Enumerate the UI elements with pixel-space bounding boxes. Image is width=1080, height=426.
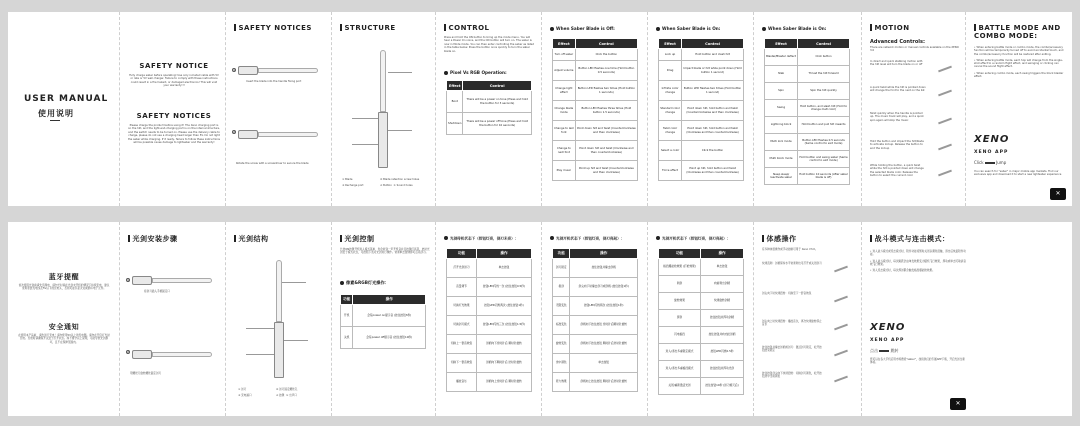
table-cell: 打开光剑剑刃 — [447, 259, 477, 278]
cn-control-intro: 长按ON按键开机进入模式菜单，你会听到一声开机音并且按键灯亮起，此时光剑处于模式状态，可按照下表对光剑进行操作。快速单击按键即可点亮剑刃。 — [340, 248, 430, 255]
on-state-panel-1 — [648, 12, 754, 206]
table-cell: 格挡爆能枪效果 (打枪效果) — [659, 259, 701, 276]
table-cell: 剑柄向下按住按钮 顺时针后逆时针旋转 — [570, 335, 638, 354]
cn-on-table-2-heading: 光剑开机状态下（按钮灯亮，剑刃亮起）： — [656, 236, 730, 242]
cn-pixel-rgb-heading: 像素&RGB灯光操作： — [340, 280, 389, 286]
table-cell: Hold button, and slash hilt (Hold to change melt color) — [798, 100, 850, 117]
cn-on-state-panel-2 — [648, 222, 754, 416]
table-cell: Spin — [765, 83, 798, 100]
xeno-brand-logo: XENO — [870, 322, 906, 333]
table-cell: 按钮LED闪烁一次 (按住按钮0.5秒) — [476, 278, 531, 297]
jump-label: Jump — [996, 160, 1007, 165]
on-table-2-heading: When Saber Blade is On: — [762, 26, 826, 31]
table-header: 操作 — [353, 295, 426, 305]
table-cell: Multi lock mode — [765, 134, 798, 151]
table-cell: 会有power on提示音 (按住按钮3秒) — [353, 305, 426, 327]
safety-heading-2: SAFETY NOTICES — [136, 112, 212, 120]
legend-button: Button — [383, 184, 392, 188]
table-cell: 剑刃锁定 — [553, 259, 570, 278]
table-header: Control — [798, 39, 850, 49]
table-cell: There will be a power off tone (Press and hold the button for 10 seconds) — [463, 113, 532, 135]
click-label: Click — [974, 160, 984, 165]
table-cell: 刺剑 — [659, 276, 701, 293]
cn-pixel-rgb-table — [340, 294, 426, 349]
safety-panel — [120, 12, 226, 206]
xeno-mark-icon: ✕ — [950, 398, 966, 410]
table-cell: Hold button 10 seconds (After saber blade is off) — [798, 168, 850, 185]
table-cell: 切换下一套音效包 — [447, 354, 477, 373]
cn-text-2: 在使用本产品前，请先进行充电！请勿使用5V以上的充电器。请勿在开启灯光时充电。充电时请确保开关处于打开状态。如不遵守以上说明，可能导致光剑损坏，且不在保修范围内。 — [18, 334, 110, 344]
table-cell: Point down hilt and twist (Clockwise and then counterclockwise) — [575, 141, 637, 161]
table-cell: Hold button and pull hilt inwards — [798, 117, 850, 134]
table-cell: 无限变色 — [553, 297, 570, 316]
saber-motion-icon — [938, 66, 952, 73]
off-state-panel — [542, 12, 648, 206]
battle-title: BATTLE MODE AND COMBO MODE: — [974, 24, 1064, 40]
cover-divider — [50, 120, 60, 121]
table-cell: Click the button — [682, 141, 744, 161]
table-cell: Drag — [659, 61, 682, 81]
table-header: Effect — [553, 39, 576, 49]
motion-item-1: In direct and quick stabbing motion with the hilt level will turn the blade on or off — [870, 60, 923, 67]
step-2-marker: 2 — [233, 131, 235, 134]
off-table-heading: When Saber Blade is Off: — [550, 26, 615, 31]
saber-motion-icon — [938, 118, 952, 125]
table-cell: 关闭/重新激活光剑 — [659, 378, 701, 395]
cn-motion-panel — [754, 222, 862, 416]
cn-install-title: 光剑安装步骤 — [128, 234, 178, 244]
table-cell: 原力效果 — [553, 373, 570, 392]
table-cell: Standard color change — [659, 101, 682, 121]
legend-button: 按键 — [279, 394, 285, 398]
table-header: Effect — [659, 39, 682, 49]
hilt-illustration-2 — [238, 130, 258, 139]
leader-line-1 — [388, 72, 412, 73]
table-cell: 按住按钮并撞击剑柄 — [570, 259, 638, 278]
table-cell: Boot — [447, 91, 463, 113]
table-cell: 快速旋转剑柄 — [701, 293, 744, 310]
table-cell: Point down hilt and twist (Counterclockwise and then clockwise) — [575, 121, 637, 141]
legend-screw-holes: Blade retention screw holes — [383, 178, 420, 181]
battle-panel — [966, 12, 1072, 206]
table-cell: Play music — [553, 161, 576, 181]
cn-motion-intro: 有多种体感操作或手动控制可用于 Xeno V3.0。 — [762, 248, 818, 251]
cn-on-state-table-1 — [552, 248, 638, 392]
cn-motion-item-1: 快速直刺：剑柄保持水平快速刺出可打开或关闭剑刃 — [762, 262, 822, 265]
battle-bullets — [974, 46, 1066, 81]
cn-battle-bullets — [870, 250, 966, 275]
pixel-rgb-heading: Pixel Vs RGB Operation: — [444, 70, 507, 75]
leader-line-3 — [388, 130, 412, 131]
leader-line-4 — [246, 354, 274, 355]
motion-item-2: A quick twist while the hilt is pointed down will change the font to the next on the list — [870, 86, 926, 93]
table-cell: Multi block mode — [765, 151, 798, 168]
saber-motion-icon — [834, 324, 848, 331]
bullet-icon — [656, 27, 660, 31]
blade-illustration-2 — [258, 132, 318, 137]
cover-panel — [8, 12, 120, 206]
bullet-icon — [444, 236, 448, 240]
table-cell: Point down hilt, hold button and twist (Counterclockwise and then clockwise) — [682, 101, 744, 121]
xeno-mark-icon: ✕ — [1050, 188, 1066, 200]
table-header: Effect — [447, 81, 463, 91]
table-header: 功能 — [553, 249, 570, 259]
table-cell: 单击按钮 — [701, 259, 744, 276]
table-cell: 单击按钮 — [476, 259, 531, 278]
cn-battle-bullet-3: • 进入连击模式时，每次挥剑都会触发格挡爆能枪效果。 — [870, 269, 966, 272]
hilt-illustration-1 — [132, 276, 152, 285]
on-table-1-heading: When Saber Blade is On: — [656, 26, 720, 31]
table-cell: 切换剑刃模式 — [447, 316, 477, 335]
cn-off-state-panel — [436, 222, 542, 416]
saber-motion-icon — [834, 376, 848, 383]
structure-panel — [332, 12, 436, 206]
table-cell: 按住按钮并挥动光剑 — [701, 361, 744, 378]
hilt-illustration-2 — [132, 350, 152, 359]
hilt-vertical — [274, 322, 284, 378]
blade-illustration-1 — [152, 278, 212, 283]
table-cell: Swing — [765, 100, 798, 117]
cn-motion-item-4: 按住按钮并撞击剑柄或剑刃：激活剑刃锁定，松开按钮结束锁定 — [762, 346, 822, 353]
table-header: Control — [682, 39, 744, 49]
leader-line-1 — [282, 282, 306, 283]
legend-screw-holes: 剑刃固定螺丝孔 — [279, 388, 298, 391]
motion-item-4: Hold the button and impact the hilt/blade to activate lockup. Release the button to end the lockup — [870, 140, 924, 150]
table-header: 操作 — [701, 249, 744, 259]
step-1-marker: 1 — [233, 69, 235, 72]
blade-vertical — [380, 50, 386, 112]
legend-sound-holes: 出声口 — [289, 394, 297, 398]
cn-structure-legend-left: ① 剑刃 ③ 充电端口 — [238, 388, 252, 398]
cn-battle-title: 战斗模式与连击模式： — [870, 234, 950, 244]
click-label: 点击 — [870, 348, 878, 353]
table-cell: Point down hilt, hold button and twist (Clockwise and then counterclockwise) — [682, 121, 744, 141]
table-header: 操作 — [570, 249, 638, 259]
table-cell: 标准变色 — [553, 316, 570, 335]
xeno-app-title: XENO APP — [974, 150, 1009, 155]
table-cell: 拖剑 — [553, 278, 570, 297]
motion-panel — [862, 12, 966, 206]
structure-title: STRUCTURE — [340, 24, 396, 32]
cn-heading-2: 安全通知 — [48, 323, 80, 331]
table-cell: Sleep sleep/ reactivate saber — [765, 168, 798, 185]
table-cell: 剑柄向上按住按钮 顺时针后逆时针旋转 — [570, 373, 638, 392]
bullet-icon — [340, 281, 344, 285]
table-cell: Impact blade or hilt while point down (Hold button 1 second) — [682, 61, 744, 81]
cn-structure-legend-right: ② 剑刃固定螺丝孔 ④ 按键 ⑤ 出声口 — [276, 388, 298, 398]
table-cell: 进入/退出多重格挡模式 — [659, 361, 701, 378]
battle-bullet-1: • When entering battle mode or combo mode, the combo/accessory function will be temporarily turned off to avoid accidental touch, and the combo/accessory function will be restored after exiting. — [974, 46, 1066, 56]
xeno-app-title: XENO APP — [870, 338, 905, 343]
app-click-jump — [974, 160, 1006, 165]
table-cell: Change to last font — [553, 121, 576, 141]
bullet-icon — [656, 236, 660, 240]
table-cell: 进入/退出多重锁定模式 — [659, 344, 701, 361]
bullet-icon — [762, 27, 766, 31]
legend-recharge-port: 充电端口 — [241, 394, 252, 398]
blade-vertical — [276, 260, 282, 322]
table-cell: 音量调节 — [447, 278, 477, 297]
leader-line-3 — [284, 340, 308, 341]
structure-step-1: Insert the blade into the handle fixing port — [246, 80, 302, 83]
structure-legend-left: ① Blade ③ Recharge port — [342, 178, 364, 188]
table-cell: There will be a power on tone (Press and hold the button for 3 seconds) — [463, 91, 532, 113]
cn-battle-panel — [862, 222, 1072, 416]
on-state-table-1 — [658, 38, 744, 181]
structure-steps-panel — [226, 12, 332, 206]
leader-line-2 — [352, 118, 378, 119]
table-header: 功能 — [659, 249, 701, 259]
table-cell: Blaster/Blaster deflect — [765, 49, 798, 66]
arrow-line-icon — [879, 350, 889, 351]
xeno-brand-logo: XENO — [974, 134, 1010, 145]
table-header: 操作 — [476, 249, 531, 259]
table-cell: Spin the hilt quickly — [798, 83, 850, 100]
table-cell: 闪电格挡 — [659, 327, 701, 344]
table-cell: 向前刺出剑柄 — [701, 276, 744, 293]
table-cell: 切换上一套音效包 — [447, 335, 477, 354]
table-cell: 剑尖向下时撞击剑刃或剑柄 (按住按钮1秒) — [570, 278, 638, 297]
jump-label: 跳转 — [890, 348, 899, 353]
cn-motion-item-3: 剑尖向上时快速扭转：播放音乐，再次快速旋转停止音乐 — [762, 320, 822, 327]
legend-sound-holes: Sound holes — [396, 184, 413, 188]
table-cell: Click button — [798, 49, 850, 66]
cn-text-1: 首次使用光剑前请先充满电，请勿长时间在光剑未开机的情况下持续充电，建议使用原装充电线及5V以下的充电头，否则可能引起火灾或损坏电子元件。 — [18, 284, 110, 291]
table-cell: 挥剑 — [659, 310, 701, 327]
hilt-vertical — [378, 112, 388, 168]
motion-item-5: While holding the button, a quick twist while the hilt is pointed down will change the selected blade color. Release the button to select the current color — [870, 164, 924, 177]
table-cell: Infinite color change — [659, 81, 682, 101]
control-intro: Press and hold the ON button to bring up the mode menu. You will hear a Power On voice, and the OD button will turn on. The saber is now in Mode mode. You can then enter controlling the saber as listed in the table below. Press the button once quickly to turn the saber blade on. — [444, 36, 535, 53]
on-state-panel-2 — [754, 12, 862, 206]
motion-intro: There are network motion or manual controls available on the XENO 3.0 — [870, 46, 959, 53]
control-panel — [436, 12, 542, 206]
table-header: Control — [463, 81, 532, 91]
motion-subheading: Advanced Controls: — [870, 39, 925, 45]
cn-off-table-heading: 光剑待机状态下（按钮灯亮，剑刃未亮）： — [444, 236, 518, 242]
app-search-text: You can search for "saber" in major mobile app markets. Find our exclusive app and download it to start a new lightsaber experience — [974, 170, 1062, 177]
table-cell: Click the button — [575, 49, 637, 61]
table-cell: 按住按钮并挥动剑柄 — [701, 310, 744, 327]
legend-recharge-port: Recharge port — [345, 184, 364, 188]
saber-motion-icon — [834, 266, 848, 273]
saber-motion-icon — [938, 90, 952, 97]
table-cell: 旋转变色 — [553, 335, 570, 354]
table-header: 功能 — [447, 249, 477, 259]
cover-title: USER MANUAL — [24, 94, 109, 104]
table-cell: 剑柄向下按住按钮 逆时针后顺时针旋转 — [570, 316, 638, 335]
safety-text-1: Fully charge saber before operating! Use only included cable with 5V or rate or 5V wall charger. Failure to comply with these instructions could result in a fire hazard, or damaged electronics! This will void your warranty!!! — [129, 74, 219, 88]
structure-legend-right: ② Blade retention screw holes ④ Button ⑤ Sound holes — [380, 178, 420, 188]
table-cell: Hold button and clash hilt — [682, 49, 744, 61]
saber-motion-icon — [834, 296, 848, 303]
cover-subtitle: 使用说明 — [38, 109, 74, 118]
table-cell: Button LED flashes two times (Hold button 1 second) — [682, 81, 744, 101]
table-cell: 单击按钮 — [570, 354, 638, 373]
table-cell: Twist color change — [659, 121, 682, 141]
pixel-rgb-table — [446, 80, 532, 135]
table-cell: 按钮LED闪烁0.5秒 — [701, 344, 744, 361]
cn-off-state-table — [446, 248, 532, 392]
motion-item-3: Twist quickly when the handle is pointed up. The music track will play, and a quick spin again will stop the music — [870, 112, 924, 122]
table-cell: Force effect — [659, 161, 682, 181]
cn-app-search-text: 您可以在各大手机应用市场搜索"saber"，找到我们的专属APP下载，开启光剑全新体验。 — [870, 358, 965, 365]
table-cell: 按钮LED闪烁两次 (按住按钮1秒) — [476, 297, 531, 316]
step-1-marker: 1 — [127, 279, 129, 282]
control-title: CONTROL — [444, 24, 490, 32]
table-cell: Hold button and swing saber (Same control to exit mode) — [798, 151, 850, 168]
table-cell: Lightning block — [765, 117, 798, 134]
table-cell: Select a color — [659, 141, 682, 161]
safety-heading-1: SAFETY NOTICE — [139, 62, 209, 70]
cn-heading-1: 蓝牙提醒 — [48, 273, 80, 281]
leader-line-4 — [352, 144, 378, 145]
table-header: Effect — [765, 39, 798, 49]
step-2-marker: 2 — [127, 351, 129, 354]
arrow-line-icon — [985, 162, 995, 163]
table-cell: Button LED flashes one time (Hold button 0.5 seconds) — [575, 61, 637, 81]
blade-illustration-1 — [258, 68, 318, 73]
structure-step-2: Rotate the screw with a screwdriver to secure the blade — [236, 162, 309, 165]
table-cell: 按住按钮并向内拉剑柄 — [701, 327, 744, 344]
table-cell: Button LED flashes two times (Hold button 1 seconds) — [575, 81, 637, 101]
safety-text-2: Please charge the product before using it! The Xeno charging port is on the hilt, and the light-and-charging port is on the internal structure, and the switch needs to be turned on. Please use the delivery cable to charge, please do not use a charging head larger than 5V. Do not light the saber while charging. If it ready, failure to follow these instructions will be possible cause damage to lightsaber and the warranty! — [128, 124, 220, 145]
cn-battle-bullet-1: • 进入战斗模式或连击模式时，附件功能将暂时关闭以避免误触，退出后恢复附件功能。 — [870, 250, 966, 257]
bullet-icon — [444, 71, 448, 75]
saber-motion-icon — [938, 170, 952, 177]
table-cell: 开机 — [341, 305, 353, 327]
table-header: 功能 — [341, 295, 353, 305]
cn-app-click-jump — [870, 348, 899, 353]
safety-notices-title: SAFETY NOTICES — [234, 24, 312, 32]
table-cell: 剑柄向下顺时针后 逆时针旋转 — [476, 354, 531, 373]
table-cell: 旋转效果 — [659, 293, 701, 310]
cn-motion-item-5: 按住按钮剑尖向下快速扭转：切换剑刃颜色，松开按钮选中当前颜色 — [762, 372, 822, 379]
battle-bullet-3: • When entering combo mode, each swing triggers the block blaster effect. — [974, 72, 1066, 79]
table-cell: Lock up — [659, 49, 682, 61]
table-cell: Point up hilt, hold button and twist (Clockwise and then counterclockwise) — [682, 161, 744, 181]
bullet-icon — [550, 27, 554, 31]
cn-motion-title: 体感操作 — [762, 234, 797, 244]
cn-on-table-1-heading: 光剑开机状态下（按钮灯亮，剑刃亮起）： — [550, 236, 624, 242]
table-cell: Stab — [765, 66, 798, 83]
table-cell: 切换灯光效果 — [447, 297, 477, 316]
saber-motion-icon — [834, 350, 848, 357]
table-cell: 按住按钮10秒 (剑刃熄灭后) — [701, 378, 744, 395]
table-cell: 选中颜色 — [553, 354, 570, 373]
table-cell: 会有power off提示音 (按住按钮10秒) — [353, 327, 426, 349]
cn-battle-bullet-2: • 进入战斗模式时，每次跳跃会由单发效果变为随机飞行效果，挥动或单击可取消音效飞行效果。 — [870, 260, 966, 267]
manual-sheet-english — [8, 12, 1072, 206]
bullet-icon — [550, 236, 554, 240]
cn-structure-panel — [226, 222, 332, 416]
table-cell: Thrust the hilt forward — [798, 66, 850, 83]
table-cell: Point up hilt and twist (Counterclockwise and then clockwise) — [575, 161, 637, 181]
leader-line-2 — [246, 328, 274, 329]
saber-motion-icon — [938, 144, 952, 151]
cn-motion-item-2: 剑尖向下时快速扭转：切换至下一套音效包 — [762, 292, 812, 295]
table-cell: 播放音乐 — [447, 373, 477, 392]
table-cell: Shutdown — [447, 113, 463, 135]
manual-sheet-chinese — [8, 222, 1072, 416]
motion-title: MOTION — [870, 24, 910, 32]
table-cell: 按钮LED闪烁两次 (按住按钮1秒) — [570, 297, 638, 316]
cn-structure-title: 光剑结构 — [234, 234, 269, 244]
cn-control-panel — [332, 222, 436, 416]
cn-install-panel — [120, 222, 226, 416]
legend-blade: 剑刃 — [241, 388, 247, 391]
hilt-illustration-1 — [238, 66, 258, 75]
on-state-table-2 — [764, 38, 850, 185]
off-state-table — [552, 38, 638, 181]
blade-illustration-2 — [152, 352, 212, 357]
table-cell: Adjust volume — [553, 61, 576, 81]
table-cell: 关机 — [341, 327, 353, 349]
table-cell: Button LED flashes 0.5 seconds (Same control to exit mode) — [798, 134, 850, 151]
cn-on-state-panel-1 — [542, 222, 648, 416]
table-cell: Button LED flashes three times (Hold button 1.5 seconds) — [575, 101, 637, 121]
table-cell: 剑柄向上逆时针后 顺时针旋转 — [476, 373, 531, 392]
cn-cover-panel — [8, 222, 120, 416]
table-cell: Change to next font — [553, 141, 576, 161]
legend-blade: Blade — [345, 178, 353, 181]
cn-install-step-1: 将剑刃插入手柄固定口 — [144, 290, 170, 293]
table-cell: 按钮LED闪烁三次 (按住按钮1.5秒) — [476, 316, 531, 335]
table-cell: Change light effect — [553, 81, 576, 101]
table-cell: 剑柄向下逆时针后 顺时针旋转 — [476, 335, 531, 354]
table-header: Control — [575, 39, 637, 49]
cn-install-step-2: 用螺丝刀旋转螺丝固定剑刃 — [130, 372, 162, 375]
battle-bullet-2: • When entering battle mode, each hop will change from the single-shot effect to a random flight effect, and swinging or clicking can cancel the sound flight effect. — [974, 59, 1066, 69]
cn-control-title: 光剑控制 — [340, 234, 375, 244]
cn-on-state-table-2 — [658, 248, 744, 395]
table-cell: Turn off saber — [553, 49, 576, 61]
table-cell: Change blade mode — [553, 101, 576, 121]
